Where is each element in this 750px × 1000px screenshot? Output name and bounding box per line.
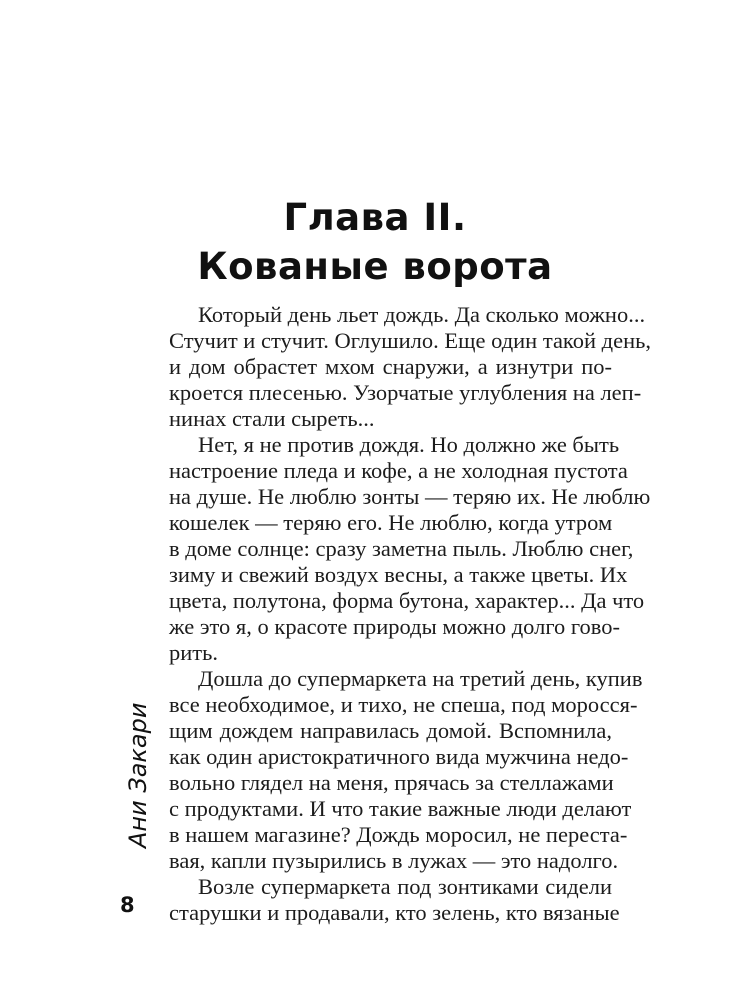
body-line: Дошла до супермаркета на третий день, купив xyxy=(198,666,643,691)
body-line: Нет, я не против дождя. Но должно же быть xyxy=(198,432,620,457)
body-line: рить. xyxy=(169,640,219,665)
body-line: цвета, полутона, форма бутона, характер... Да что xyxy=(169,588,645,613)
body-line: нинах стали сыреть... xyxy=(169,406,375,431)
body-line: Стучит и стучит. Оглушило. Еще один такой день, xyxy=(169,328,652,353)
chapter-title-line2: Кованые ворота xyxy=(197,245,553,288)
body-line: и дом обрастет мхом снаружи, а изнутри по- xyxy=(169,354,612,379)
body-line: же это я, о красоте природы можно долго гово- xyxy=(169,614,621,639)
body-line: Возле супермаркета под зонтиками сидели xyxy=(198,874,612,899)
body-line: вольно глядел на меня, прячась за стеллажами xyxy=(169,770,614,795)
body-line: на душе. Не люблю зонты — теряю их. Не люблю xyxy=(169,484,651,509)
body-line: все необходимое, и тихо, не спеша, под моросся- xyxy=(169,692,638,717)
page-number: 8 xyxy=(120,893,135,917)
body-line: в доме солнце: сразу заметна пыль. Люблю снег, xyxy=(169,536,634,561)
body-line: кошелек — теряю его. Не люблю, когда утром xyxy=(169,510,613,535)
body-line: кроется плесенью. Узорчатые углубления на леп- xyxy=(169,380,642,405)
body-line: Который день льет дождь. Да сколько можно... xyxy=(198,302,646,327)
body-line: зиму и свежий воздух весны, а также цветы. Их xyxy=(169,562,628,587)
body-line: щим дождем направилась домой. Вспомнила, xyxy=(169,718,612,743)
body-line: с продуктами. И что такие важные люди делают xyxy=(169,796,632,821)
body-line: вая, капли пузырились в лужах — это надолго. xyxy=(169,848,619,873)
author-name: Ани Закари xyxy=(124,702,152,848)
chapter-title-line1: Глава II. xyxy=(283,196,467,239)
body-line: в нашем магазине? Дождь моросил, не переста- xyxy=(169,822,628,847)
body-line: настроение пледа и кофе, а не холодная пустота xyxy=(169,458,628,483)
body-line: старушки и продавали, кто зелень, кто вязаные xyxy=(169,900,620,925)
body-line: как один аристократичного вида мужчина недо- xyxy=(169,744,629,769)
